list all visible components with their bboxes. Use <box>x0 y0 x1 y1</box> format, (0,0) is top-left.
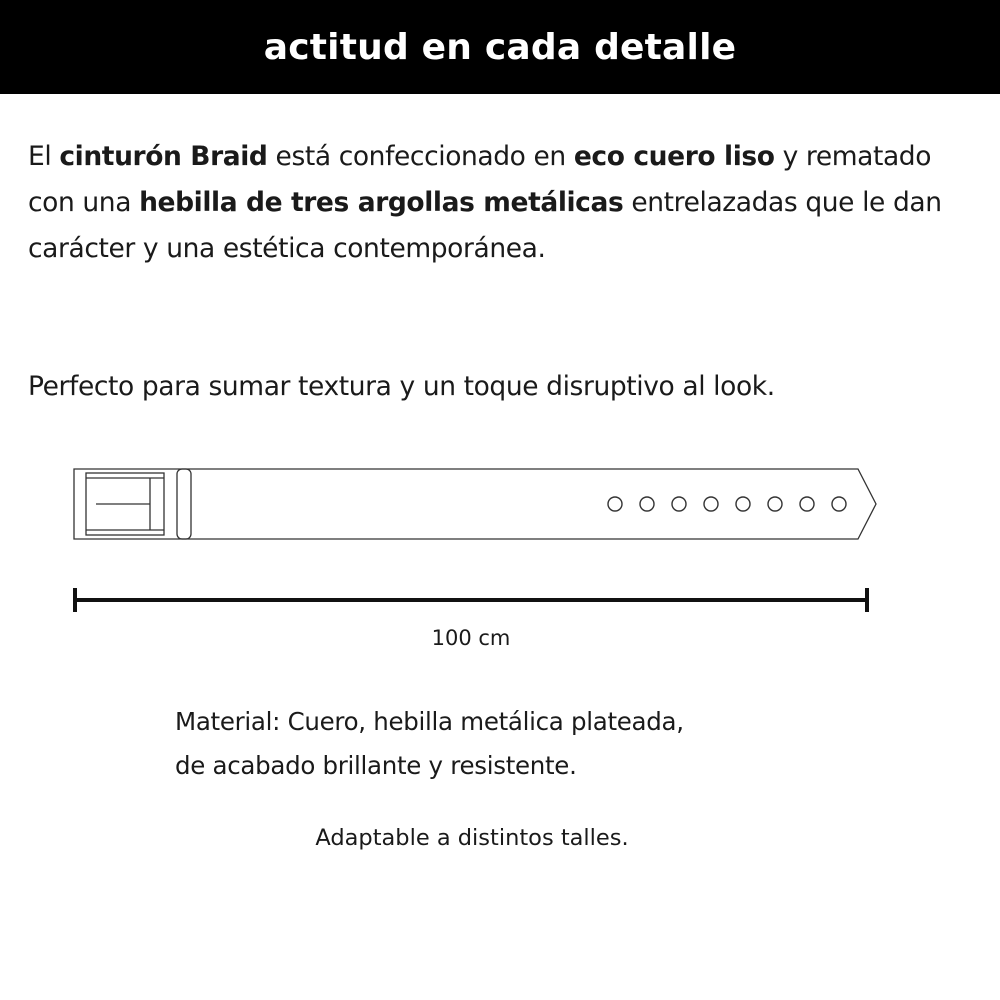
belt-hole <box>704 497 718 511</box>
tagline: Perfecto para sumar textura y un toque disruptivo al look. <box>28 371 775 402</box>
belt-hole <box>608 497 622 511</box>
material-info <box>175 700 935 788</box>
belt-hole <box>768 497 782 511</box>
page-title: actitud en cada detalle <box>263 26 737 68</box>
length-dimension-line <box>75 588 867 612</box>
belt-strap <box>74 469 876 539</box>
belt-hole <box>640 497 654 511</box>
belt-holes <box>608 497 846 511</box>
belt-hole <box>800 497 814 511</box>
belt-hole <box>832 497 846 511</box>
description-text-2: está confeccionado en <box>267 141 574 172</box>
description-highlight-product: cinturón Braid <box>59 141 268 172</box>
product-description <box>28 134 978 272</box>
description-highlight-buckle: hebilla de tres argollas metálicas <box>139 187 624 218</box>
description-text-1: El <box>28 141 60 172</box>
belt-hole <box>672 497 686 511</box>
description-highlight-material: eco cuero liso <box>573 141 775 172</box>
description-text-4: entrelazadas que le dan carácter y una estética contemporánea. <box>28 187 942 264</box>
description-text-3: y rematado con una <box>28 141 932 218</box>
belt-hole <box>736 497 750 511</box>
header-banner <box>0 0 1000 94</box>
material-line-2: de acabado brillante y resistente. <box>175 751 577 780</box>
material-line-1: Material: Cuero, hebilla metálica plateada, <box>175 707 684 736</box>
belt-length-label: 100 cm <box>431 626 511 650</box>
belt-keeper <box>177 469 191 539</box>
sizes-info: Adaptable a distintos talles. <box>315 825 629 851</box>
belt-outline <box>74 469 876 539</box>
